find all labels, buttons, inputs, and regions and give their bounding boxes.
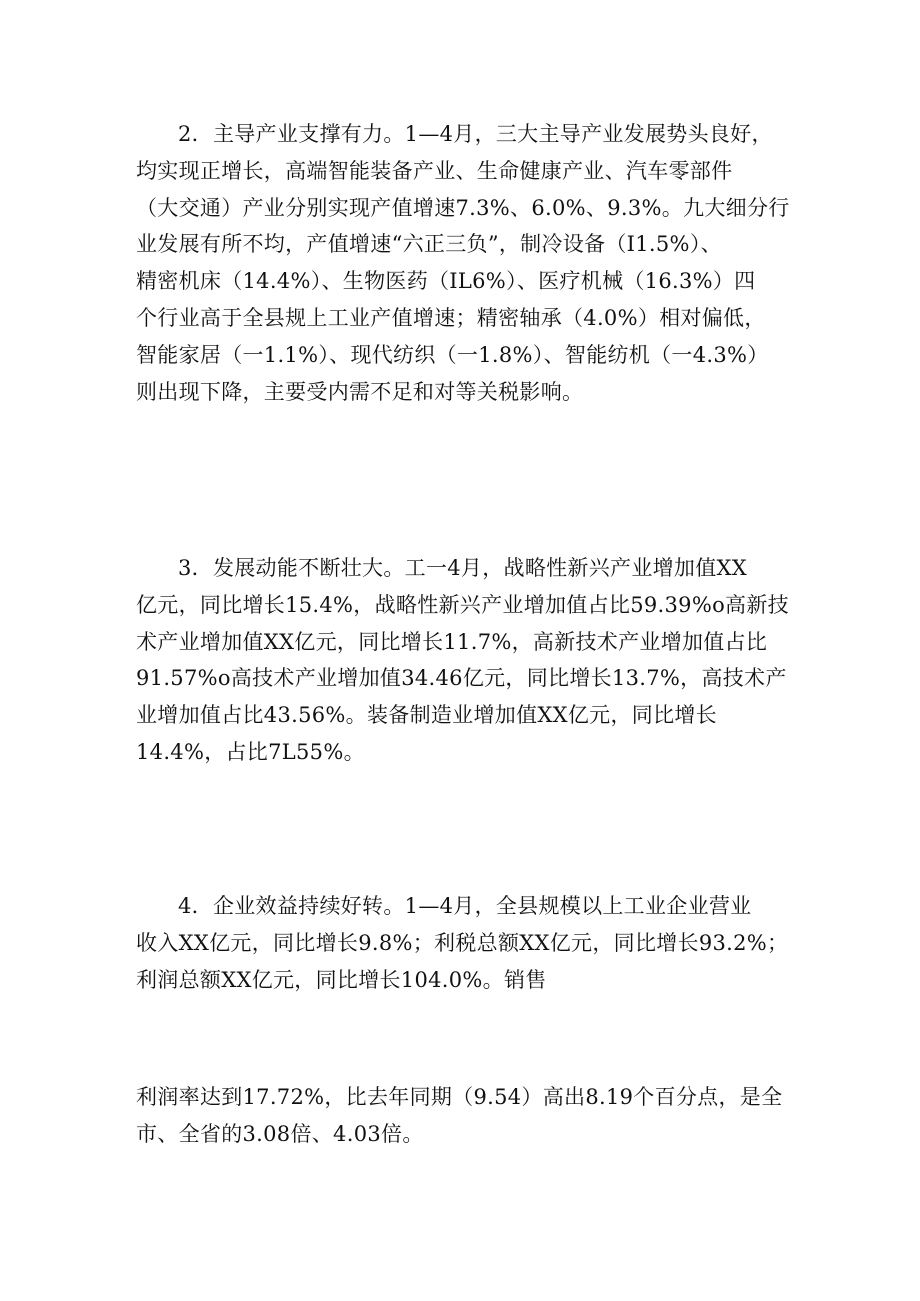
text-line: 均实现正增长，高端智能装备产业、生命健康产业、汽车零部件 — [136, 158, 733, 183]
paragraph-enterprise-benefits — [136, 888, 816, 998]
text-line: 2．主导产业支撑有力。1—4月，三大主导产业发展势头良好， — [178, 122, 773, 146]
text-line: 亿元，同比增长15.4%，战略性新兴产业增加值占比59.39%o高新技 — [136, 592, 789, 617]
text-line: 智能家居（一1.1%）、现代纺织（一1.8%）、智能纺机（一4.3%） — [136, 342, 769, 367]
text-line: 业增加值占比43.56%。装备制造业增加值XX亿元，同比增长 — [136, 703, 717, 728]
text-line: （大交通）产业分别实现产值增速7.3%、6.0%、9.3%。九大细分行 — [136, 195, 790, 220]
paragraph-profit-margin — [136, 1079, 816, 1153]
text-line: 个行业高于全县规上工业产值增速；精密轴承（4.0%）相对偏低， — [136, 305, 766, 330]
text-line: 术产业增加值XX亿元，同比增长11.7%，高新技术产业增加值占比 — [136, 629, 768, 654]
paragraph-main-industries — [136, 116, 816, 410]
text-line: 4．企业效益持续好转。1—4月，全县规模以上工业企业营业 — [178, 894, 752, 918]
text-line: 14.4%，占比7L55%。 — [136, 739, 365, 764]
paragraph-development-momentum — [136, 550, 816, 771]
text-line: 业发展有所不均，产值增速“六正三负”，制冷设备（I1.5%）、 — [136, 232, 722, 257]
text-line: 收入XX亿元，同比增长9.8%；利税总额XX亿元，同比增长93.2%； — [136, 930, 789, 955]
text-line: 则出现下降，主要受内需不足和对等关税影响。 — [136, 379, 584, 404]
text-line: 利润总额XX亿元，同比增长104.0%。销售 — [136, 967, 547, 992]
text-line: 市、全省的3.08倍、4.03倍。 — [136, 1121, 424, 1146]
text-line: 精密机床（14.4%）、生物医药（IL6%）、医疗机械（16.3%）四 — [136, 269, 756, 294]
text-line: 91.57%o高技术产业增加值34.46亿元，同比增长13.7%，高技术产 — [136, 666, 787, 691]
text-line: 3．发展动能不断壮大。工一4月，战略性新兴产业增加值XX — [178, 556, 748, 580]
text-line: 利润率达到17.72%，比去年同期（9.54）高出8.19个百分点，是全 — [136, 1085, 783, 1109]
